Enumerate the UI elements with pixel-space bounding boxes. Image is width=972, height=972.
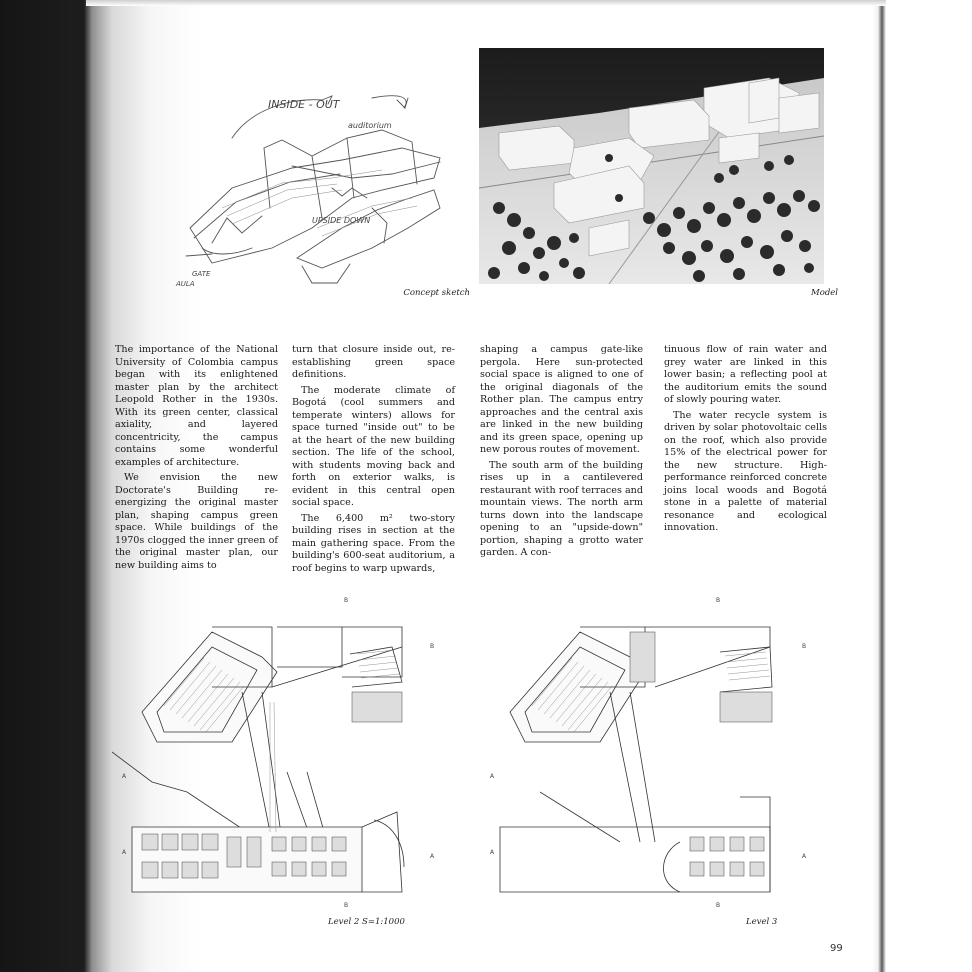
section-marker: B [430, 643, 435, 650]
section-marker: B [716, 902, 721, 909]
page-top-edge [86, 0, 886, 6]
section-marker: A [802, 853, 807, 860]
article-column-4 [664, 344, 827, 538]
article-paragraph: The 6,400 m² two-story building rises in section at the main gathering space. From the building's 600-seat auditorium, a roof begins to warp upwards, [292, 512, 455, 574]
sketch-note-gate: GATE [192, 270, 211, 278]
section-marker: A [490, 773, 495, 780]
section-marker: B [802, 643, 807, 650]
section-marker: A [490, 849, 495, 856]
model-caption: Model [811, 288, 839, 298]
floor-plan-level-2-drawing [112, 592, 450, 910]
article-paragraph: The water recycle system is driven by solar photovoltaic cells on the roof, which also provide 15% of the electrical power for the new structure. High-performance reinforced concrete joins local woods and Bogotá stone in a palette of material resonance and ecological innovation. [664, 409, 827, 533]
floor-plan-level-2 [112, 592, 450, 910]
concept-sketch-drawing [172, 78, 470, 286]
section-marker: B [344, 597, 349, 604]
section-marker: A [122, 849, 127, 856]
sketch-note-inside-out: INSIDE - OUT [268, 98, 340, 111]
article-column-1 [115, 344, 278, 575]
floor-plan-level-3-drawing [480, 592, 824, 910]
article-column-2 [292, 344, 455, 578]
level-2-caption: Level 2 S=1:1000 [328, 917, 405, 927]
sketch-note-auditorium: auditorium [348, 121, 392, 130]
sketch-note-upside-down: UPSIDE DOWN [312, 216, 371, 225]
article-paragraph: The south arm of the building rises up in a cantilevered restaurant with roof terraces and mountain views. The north arm turns down into the landscape opening to an "upside-down" portion, shaping a grotto water garden. A con- [480, 459, 643, 558]
concept-sketch-caption: Concept sketch [403, 288, 470, 298]
concept-sketch [172, 78, 470, 286]
article-paragraph: shaping a campus gate-like pergola. Here sun-protected social space is aligned to one of the original diagonals of the Rother plan. The campus entry approaches and the central axis are linked in the new building and its green space, opening up new porous routes of movement. [480, 344, 643, 455]
sketch-note-aula: AULA [176, 280, 195, 286]
model-photo [479, 48, 824, 284]
article-paragraph: The moderate climate of Bogotá (cool summers and temperate winters) allows for space turned "inside out" to be at the heart of the new building section. The life of the school, with students moving back and forth on exterior walks, is evident in this central open social space. [292, 384, 455, 508]
article-paragraph: turn that closure inside out, re-establishing green space definitions. [292, 344, 455, 380]
page-number: 99 [830, 943, 843, 954]
section-marker: A [122, 773, 127, 780]
model-photo-image [479, 48, 824, 284]
level-3-caption: Level 3 [746, 917, 778, 927]
section-marker: B [716, 597, 721, 604]
article-paragraph: We envision the new Doctorate's Building re-energizing the original master plan, shaping campus green space. While buildings of the 1970s clogged the inner green of the original master plan, our new building aims to [115, 472, 278, 571]
section-marker: A [430, 853, 435, 860]
article-paragraph: The importance of the National University of Colombia campus began with its enlightened master plan by the architect Leopold Rother in the 1930s. With its green center, classical axiality, and layered concentricity, the campus contains some wonderful examples of architecture. [115, 344, 278, 468]
floor-plan-level-3 [480, 592, 824, 910]
article-paragraph: tinuous flow of rain water and grey water are linked in this lower basin; a reflecting pool at the auditorium emits the sound of slowly pouring water. [664, 344, 827, 405]
section-marker: B [344, 902, 349, 909]
article-column-3 [480, 344, 643, 563]
